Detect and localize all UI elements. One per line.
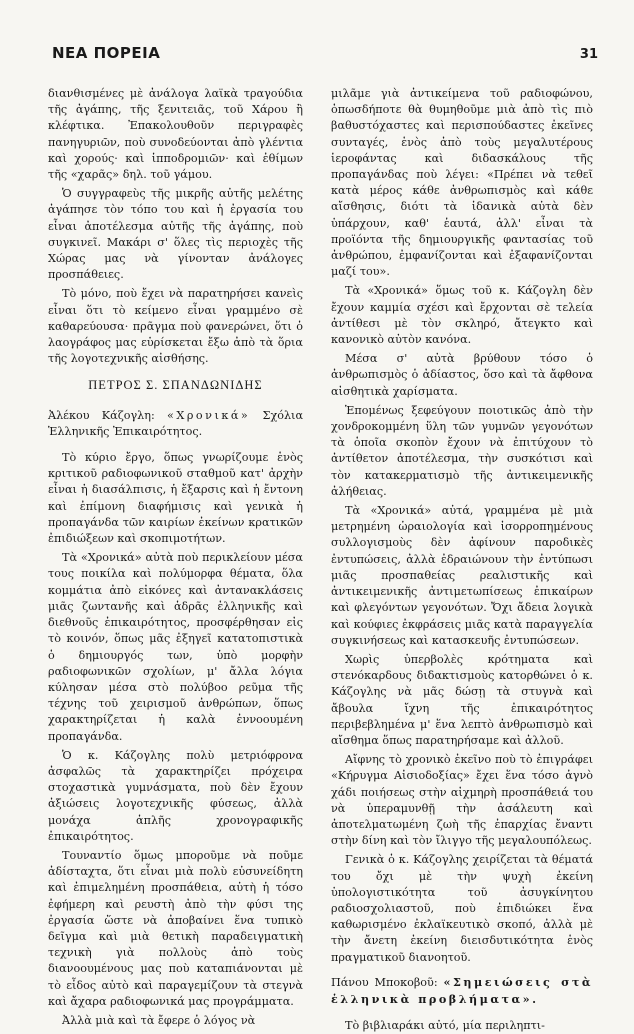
- paragraph: μιλᾶμε γιὰ ἀντικείμενα τοῦ ραδιοφώνου, ὁπωσδήποτε θὰ θυμηθοῦμε μιὰ ἀπὸ τὶς πιὸ βαθυστόχαστες καὶ περισπούδαστες ἐκεῖνες συνταγές, ἑνὸς ἀπὸ τοὺς μεγαλυτέρους ἱεροφάντας καὶ διδασκάλους τῆς προπαγάνδας ποὺ λέγει: «Πρέπει νὰ τεθεῖ κατὰ μέρος κάθε ἀνθρωπισμὸς καὶ κάθε αἴσθησις, διότι τὰ ἰδανικὰ αὐτὰ δὲν ὑπάρχουν, καθ' ἑαυτά, ἀλλ' εἶναι τὰ προϊόντα τῆς δημιουργικῆς φαντασίας τοῦ ἀνθρώπου, ἐμφανίζονται καὶ ἐξαφανίζονται μαζί του».: [331, 87, 593, 279]
- paragraph: Μέσα σ' αὐτὰ βρύθουν τόσο ὁ ἀνθρωπισμὸς ὁ ἀδίαστος, ὅσο καὶ τὰ ἄφθονα αἰσθητικὰ χαρίσματα.: [331, 352, 593, 398]
- paragraph: Τὸ κύριο ἔργο, ὅπως γνωρίζουμε ἑνὸς κριτικοῦ ραδιοφωνικοῦ σταθμοῦ κατ' ἀρχὴν εἶναι ἡ διασάλπισις, ἡ ἔξαρσις καὶ ἡ ἔντονη καὶ ἐπίμονη διαφήμισις καὶ γενικὰ ἡ προπαγάνδα τῶν καιρίων ἐκείνων κρατικῶν ἐπιδιώξεων καὶ σκοπιμοτήτων.: [48, 451, 303, 546]
- paragraph: Τὸ βιβλιαράκι αὐτό, μία περιληπτι-: [345, 1019, 545, 1033]
- review-book-author: Ἀλέκου Κάζογλη:: [48, 408, 168, 422]
- page-header: [52, 44, 598, 66]
- review-heading: [331, 974, 593, 1008]
- paragraph: Γενικὰ ὁ κ. Κάζογλης χειρίζεται τὰ θέματά του ὄχι μὲ τὴν ψυχὴ ἐκείνη ὑπολογιστικότητα τοῦ ἀσυγκίνητου ραδιοσχολιαστοῦ, ποὺ ἐπιδιώκει ἕνα καθωρισμένο ἐκλαϊκευτικὸ σκοπό, ἀλλὰ μὲ τὴν ἄνετη ἐκείνη διεισδυτικότητα ἑνὸς πραγματικοῦ διανοητοῦ.: [331, 853, 593, 964]
- paragraph: Τὸ μόνο, ποὺ ἔχει νὰ παρατηρήσει κανεὶς εἶναι ὅτι τὸ κείμενο εἶναι γραμμένο σὲ καθαρεύουσα· πρᾶγμα ποὺ φανερώνει, ὅτι ὁ λαογράφος μας εὑρίσκεται ἔξω ἀπὸ τὰ ὅρια τῆς λογοτεχνικῆς αἰσθήσης.: [48, 287, 303, 366]
- paragraph: Τὰ «Χρονικά» αὐτά, γραμμένα μὲ μιὰ μετρημένη ὡραιολογία καὶ ἰσορροπημένους συλλογισμοὺς δὲν ἀφίνουν παροδικὲς ἐντυπώσεις, ἀλλὰ ἐδραιώνουν τὴν ἐντύπωσι μιᾶς προσπαθείας ρεαλιστικῆς καὶ ἀντικειμενικῆς ἀντιμετωπίσεως ἐπικαίρων καὶ φλεγόντων γεγονότων. Ὄχι ἄδεια λογικὰ καὶ κούφιες ἐκφράσεις μιᾶς κατὰ παραγγελία συγκινήσεως καὶ κατασκευῆς ἐντυπώσεων.: [331, 504, 593, 647]
- review-book-title: «Σημειώσεις στὰ ἑλληνικὰ προβλήματα».: [331, 974, 593, 1006]
- review-heading: [48, 408, 303, 440]
- review-signature: ΠΕΤΡΟΣ Σ. ΣΠΑΝΔΩΝΙΔΗΣ: [88, 378, 263, 393]
- paragraph: Τὰ «Χρονικά» ὅμως τοῦ κ. Κάζογλη δὲν ἔχουν καμμία σχέσι καὶ ἔρχονται σὲ τελεία ἀντίθεσι μὲ τὸν σκληρό, ἄτεγκτο καὶ κανονικὸ αὐτὸν κανόνα.: [331, 284, 593, 347]
- paragraph: Ὁ συγγραφεὺς τῆς μικρῆς αὐτῆς μελέτης ἀγάπησε τὸν τόπο του καὶ ἡ ἐργασία του εἶναι ἀποτέλεσμα αὐτῆς τῆς ἀγάπης, ποὺ συγκινεῖ. Μακάρι σ' ὅλες τὶς περιοχὲς τῆς Χώρας μας νὰ γίνονταν ἀνάλογες προσπάθειες.: [48, 187, 303, 282]
- right-column: [331, 86, 593, 1033]
- paragraph: Ἀλλὰ μιὰ καὶ τὰ ἔφερε ὁ λόγος νὰ: [62, 1013, 256, 1027]
- page-number: 31: [579, 47, 598, 62]
- paragraph: Τουναντίο ὅμως μποροῦμε νὰ ποῦμε ἀδίσταχτα, ὅτι εἶναι μιὰ πολὺ εὐσυνείδητη καὶ ἐπιμελημένη προσπάθεια, αὐτὴ ἡ τόσο ἐφήμερη καὶ ρευστὴ ἀπὸ τὴν φύσι της ἐργασία ὥστε νὰ ἀποβαίνει ἕνα τυπικὸ δεῖγμα καὶ μιὰ θετικὴ παραδειγματικὴ τεχνικὴ γιὰ πολλοὺς ἀπὸ τοὺς διανοουμένους μας ποὺ καταπιάνονται μὲ τὸ εἶδος αὐτὸ καὶ παραγεμίζουν τὰ στεγνὰ καὶ ἄχαρα ραδιοφωνικά μας προγράμματα.: [48, 848, 303, 1008]
- journal-title: ΝΕΑ ΠΟΡΕΙΑ: [52, 44, 161, 62]
- left-column: [48, 86, 303, 1027]
- paragraph: Ὁ κ. Κάζογλης πολὺ μετριόφρονα ἀσφαλῶς τὰ χαρακτηρίζει πρόχειρα στοχαστικὰ γυμνάσματα, ποὺ δὲν ἔχουν ἀξιώσεις λογοτεχνικῆς φύσεως, ἀλλὰ μονάχα ἁπλῆς χρονογραφικῆς ἐπικαιρότητος.: [48, 748, 303, 843]
- review-book-title: «Χρονικά»: [167, 408, 251, 422]
- paragraph: διανθισμένες μὲ ἀνάλογα λαϊκὰ τραγούδια τῆς ἀγάπης, τῆς ξενιτειᾶς, τοῦ Χάρου ἢ κλέφτικα. Ἐπακολουθοῦν περιγραφὲς πανηγυριῶν, ποὺ συνοδεύονται ἀπὸ γλέντια καὶ χορούς· καὶ ἱπποδρομιῶν· καὶ ἐθίμων τῆς «χαρᾶς» δηλ. τοῦ γάμου.: [48, 87, 303, 182]
- paragraph: Τὰ «Χρονικά» αὐτὰ ποὺ περικλείουν μέσα τους ποικίλα καὶ πολύμορφα θέματα, ὅλα κομμάτια ἀπὸ εἰκόνες καὶ ἀντανακλάσεις μιᾶς ζωντανῆς καὶ ἁδρᾶς ἑλληνικῆς καὶ διεθνοῦς ἐπικαιρότητος, προσφέρθησαν εἰς τὸ κοινόν, ὅπως μᾶς ἐξηγεῖ κατατοπιστικὰ ὁ δημιουργός των, ὑπὸ μορφὴν ραδιοφωνικῶν σχολίων, μ' ἄλλα λόγια κύλησαν μέσα στὸ πολύβοο ρεῦμα τῆς τέχνης τοῦ χειρισμοῦ ἀνθρώπων, ὅπως χαρακτηρίζεται ἡ καλὰ ἐννοουμένη προπαγάνδα.: [48, 551, 303, 743]
- paragraph: Ἑπομένως ξεφεύγουν ποιοτικῶς ἀπὸ τὴν χονδροκομμένη ὕλη τῶν γυμνῶν γεγονότων τὰ ὁποῖα σκοπὸν ἔχουν νὰ ἐπιτύχουν τὸ ἀντίθετον ἀποτέλεσμα, τὴν συσκότισι καὶ τὸν κατακερματισμὸ τῆς ἀντικειμενικῆς ἀλήθειας.: [331, 403, 593, 498]
- review-book-author: Πάνου Μποκοβοῦ:: [331, 975, 444, 989]
- paragraph: Χωρὶς ὑπερβολὲς κρότηματα καὶ στενόκαρδους διδακτισμοὺς κατορθώνει ὁ κ. Κάζογλης νὰ μᾶς δώσῃ τὰ στυγνὰ καὶ ἄβουλα ἴχνη τῆς ἐπικαιρότητος περιβεβλημένα μ' ἕνα λεπτὸ ἀνθρωπισμὸ καὶ αἴσθημα ὅπως παρατηρήσαμε καὶ ἀλλοῦ.: [331, 652, 593, 747]
- paragraph: Αἴφνης τὸ χρονικὸ ἐκεῖνο ποὺ τὸ ἐπιγράφει «Κήρυγμα Αἰσιοδοξίας» ἔχει ἕνα τόσο ἁγνὸ χάδι ποιήσεως στὴν αἰχμηρὴ προσπάθειά του νὰ ὑπεραμυνθῇ τὴν ἀσάλευτη καὶ ἀποτελματωμένη ζωὴ τῆς ἐπαρχίας ἔναντι στὴν δίνη καὶ τὸν ἴλιγγο τῆς μεγαλουπόλεως.: [331, 753, 593, 848]
- review-book-subtitle: Σχόλια Ἑλληνικῆς Ἐπικαιρότητος.: [48, 408, 303, 438]
